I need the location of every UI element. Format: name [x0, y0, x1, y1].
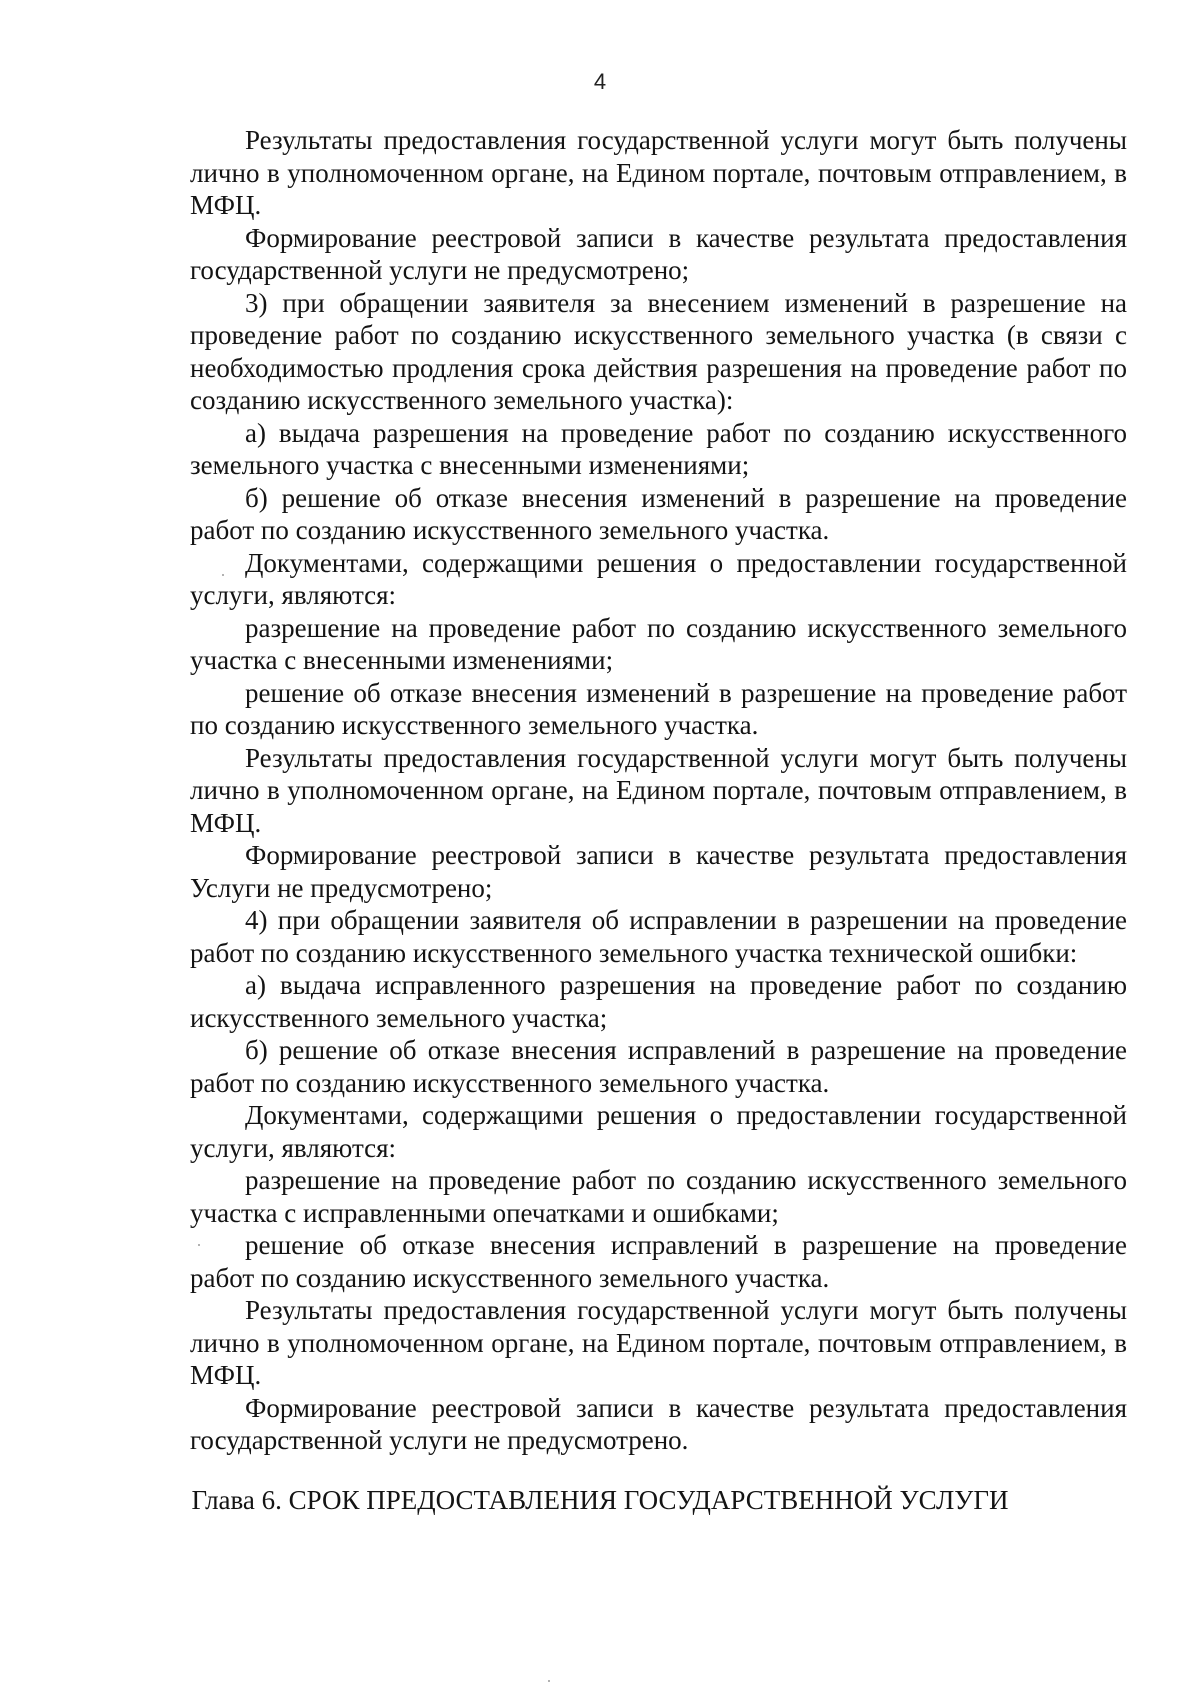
paragraph-item-4: 4) при обращении заявителя об исправлении в разрешении на проведение работ по созданию искусственного земельного участка технической ошибки:	[190, 905, 1127, 968]
document-body	[190, 124, 1127, 1457]
paragraph-results-delivery-2: Результаты предоставления государственной услуги могут быть получены лично в уполномоченном органе, на Едином портале, почтовым отправлением, в МФЦ.	[190, 742, 1127, 838]
paragraph-registry-record-2: Формирование реестровой записи в качестве результата предоставления Услуги не предусмотрено;	[190, 840, 1127, 903]
paragraph-document-refusal-changes: решение об отказе внесения изменений в разрешение на проведение работ по созданию искусственного земельного участка.	[190, 677, 1127, 740]
paragraph-registry-record-3: Формирование реестровой записи в качестве результата предоставления государственной услуги не предусмотрено.	[190, 1392, 1127, 1455]
paragraph-documents-intro-2: Документами, содержащими решения о предоставлении государственной услуги, являются:	[190, 1100, 1127, 1163]
paragraph-results-delivery-3: Результаты предоставления государственной услуги могут быть получены лично в уполномоченном органе, на Едином портале, почтовым отправлением, в МФЦ.	[190, 1295, 1127, 1390]
scan-speck	[222, 574, 224, 576]
paragraph-document-refusal-corrections: решение об отказе внесения исправлений в разрешение на проведение работ по созданию искусственного земельного участка.	[190, 1230, 1127, 1293]
paragraph-results-delivery-1: Результаты предоставления государственной услуги могут быть получены лично в уполномоченном органе, на Едином портале, почтовым отправлением, в МФЦ.	[190, 125, 1127, 220]
paragraph-item-3b: б) решение об отказе внесения изменений в разрешение на проведение работ по созданию искусственного земельного участка.	[190, 482, 1127, 545]
scan-speck	[198, 1244, 200, 1246]
paragraph-item-4b: б) решение об отказе внесения исправлений в разрешение на проведение работ по созданию искусственного земельного участка.	[190, 1035, 1127, 1098]
paragraph-item-3a: а) выдача разрешения на проведение работ по созданию искусственного земельного участка с внесенными изменениями;	[190, 417, 1127, 480]
scan-speck	[548, 1680, 550, 1682]
paragraph-documents-intro-1: Документами, содержащими решения о предоставлении государственной услуги, являются:	[190, 547, 1127, 610]
paragraph-document-permit-corrected: разрешение на проведение работ по созданию искусственного земельного участка с исправленными опечатками и ошибками;	[190, 1165, 1127, 1228]
paragraph-document-permit-changes: разрешение на проведение работ по созданию искусственного земельного участка с внесенными изменениями;	[190, 612, 1127, 675]
paragraph-registry-record-1: Формирование реестровой записи в качестве результата предоставления государственной услуги не предусмотрено;	[190, 222, 1127, 285]
chapter-heading: Глава 6. СРОК ПРЕДОСТАВЛЕНИЯ ГОСУДАРСТВЕННОЙ УСЛУГИ	[191, 1485, 1009, 1515]
paragraph-item-3: 3) при обращении заявителя за внесением изменений в разрешение на проведение работ по созданию искусственного земельного участка (в связи с необходимостью продления срока действия разрешения на проведение работ по созданию искусственного земельного участка):	[190, 287, 1127, 415]
paragraph-item-4a: а) выдача исправленного разрешения на проведение работ по созданию искусственного земельного участка;	[190, 970, 1127, 1033]
page-number: 4	[593, 69, 607, 94]
